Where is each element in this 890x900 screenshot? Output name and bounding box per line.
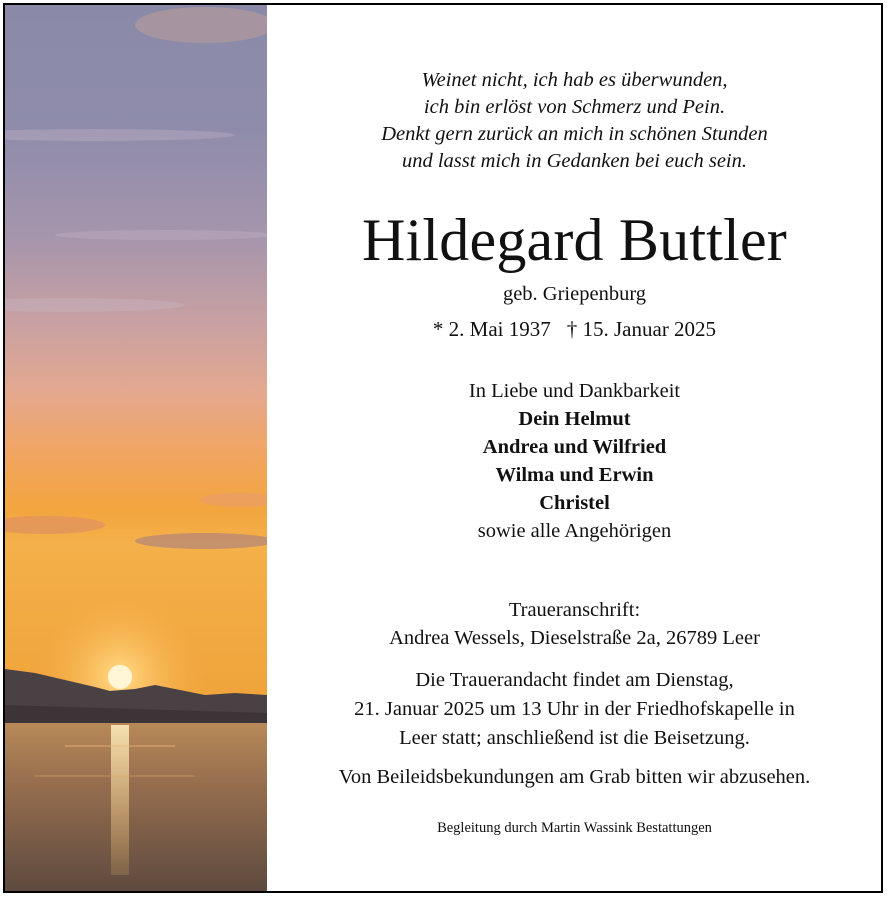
family-block — [268, 377, 881, 545]
poem-line: Denkt gern zurück an mich in schönen Stunden — [381, 123, 768, 145]
family-outro: sowie alle Angehörigen — [477, 520, 672, 542]
death-date: † 15. Januar 2025 — [566, 317, 717, 341]
address-label: Traueranschrift: — [508, 599, 641, 621]
poem-line: Weinet nicht, ich hab es überwunden, — [421, 69, 728, 91]
poem-line: und lasst mich in Gedanken bei euch sein. — [401, 150, 747, 172]
birth-date: * 2. Mai 1937 — [432, 317, 551, 341]
service-line: 21. Januar 2025 um 13 Uhr in der Friedhofskapelle in — [354, 698, 795, 720]
service-info — [268, 666, 881, 753]
mourning-address — [268, 596, 881, 652]
poem-line: ich bin erlöst von Schmerz und Pein. — [423, 96, 726, 118]
service-line: Leer statt; anschließend ist die Beisetzung. — [399, 727, 750, 749]
poem — [268, 67, 881, 175]
address-line: Andrea Wessels, Dieselstraße 2a, 26789 Leer — [389, 627, 760, 649]
family-member: Dein Helmut — [518, 408, 631, 430]
family-intro: In Liebe und Dankbarkeit — [468, 380, 681, 402]
service-line: Die Trauerandacht findet am Dienstag, — [415, 669, 734, 691]
life-dates — [268, 315, 881, 343]
undertaker-credit: Begleitung durch Martin Wassink Bestattungen — [437, 820, 712, 836]
deceased-name: Hildegard Buttler — [362, 207, 787, 273]
sunset-photo — [5, 5, 267, 891]
family-member: Christel — [539, 492, 610, 514]
maiden-name: geb. Griepenburg — [502, 283, 647, 305]
notice-text — [268, 5, 881, 885]
condolence-note: Von Beileidsbekundungen am Grab bitten wir abzusehen. — [338, 766, 811, 788]
family-member: Andrea und Wilfried — [482, 436, 667, 458]
family-member: Wilma und Erwin — [495, 464, 654, 486]
